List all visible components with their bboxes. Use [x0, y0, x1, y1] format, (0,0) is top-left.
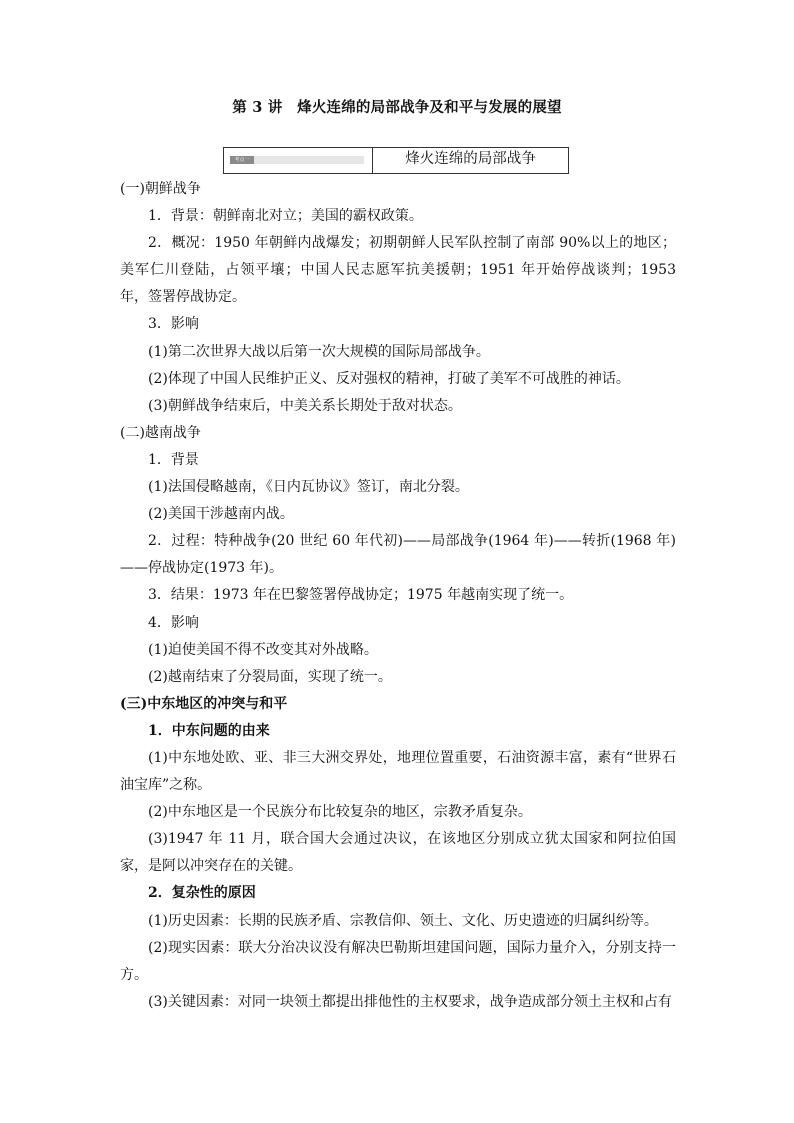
- paragraph: (2)越南结束了分裂局面，实现了统一。: [148, 668, 392, 685]
- paragraph: (1)历史因素：长期的民族矛盾、宗教信仰、领土、文化、历史遗迹的归属纠纷等。: [148, 912, 658, 929]
- section-tag: [224, 148, 373, 173]
- paragraph: 4．影响: [148, 614, 199, 631]
- section-header-box: [223, 147, 569, 174]
- section-tag-badge: 考点一: [230, 156, 254, 164]
- paragraph: 2．过程：特种战争(20 世纪 60 年代初)——局部战争(1964 年)——转折(1968 年)——停战协定(1973 年)。: [120, 533, 676, 577]
- paragraph: 3．结果：1973 年在巴黎签署停战协定；1975 年越南实现了统一。: [148, 587, 574, 604]
- paragraph: 1．背景: [148, 451, 199, 468]
- paragraph: 1．中东问题的由来: [148, 722, 270, 739]
- page-title: 第 3 讲 烽火连绵的局部战争及和平与发展的展望: [232, 99, 562, 116]
- paragraph: (1)法国侵略越南，《日内瓦协议》签订，南北分裂。: [148, 479, 469, 496]
- paragraph: (1)中东地处欧、亚、非三大洲交界处，地理位置重要，石油资源丰富，素有“世界石油宝库”之称。: [120, 749, 676, 794]
- paragraph: (2)现实因素：联大分治决议没有解决巴勒斯坦建国问题，国际力量介入，分别支持一方。: [120, 939, 676, 983]
- paragraph: (1)迫使美国不得不改变其对外战略。: [148, 641, 378, 658]
- paragraph: 2．复杂性的原因: [148, 885, 256, 902]
- section-heading: 烽火连绵的局部战争: [405, 151, 536, 167]
- paragraph: 1．背景：朝鲜南北对立；美国的霸权政策。: [148, 208, 423, 225]
- paragraph: 3．影响: [148, 316, 199, 333]
- subheading: (三)中东地区的冲突与和平: [120, 695, 288, 712]
- paragraph: (2)中东地区是一个民族分布比较复杂的地区，宗教矛盾复杂。: [148, 804, 532, 821]
- subheading: (二)越南战争: [120, 424, 201, 441]
- paragraph: (1)第二次世界大战以后第一次大规模的国际局部战争。: [148, 343, 490, 360]
- body-text: [120, 176, 676, 1016]
- subheading: (一)朝鲜战争: [120, 181, 201, 197]
- paragraph: (3)朝鲜战争结束后，中美关系长期处于敌对状态。: [148, 397, 462, 414]
- paragraph: (2)美国干涉越南内战。: [148, 506, 294, 523]
- paragraph: (3)关键因素：对同一块领土都提出排他性的主权要求，战争造成部分领土主权和占有: [148, 993, 672, 1010]
- paragraph: (3)1947 年 11 月，联合国大会通过决议，在该地区分别成立犹太国家和阿拉伯国家，是阿以冲突存在的关键。: [120, 831, 676, 875]
- paragraph: (2)体现了中国人民维护正义、反对强权的精神，打破了美军不可战胜的神话。: [148, 370, 630, 387]
- paragraph: 2．概况：1950 年朝鲜内战爆发；初期朝鲜人民军队控制了南部 90%以上的地区；美军仁川登陆，占领平壤；中国人民志愿军抗美援朝；1951 年开始停战谈判；1953 年，签署停战协定。: [120, 235, 676, 306]
